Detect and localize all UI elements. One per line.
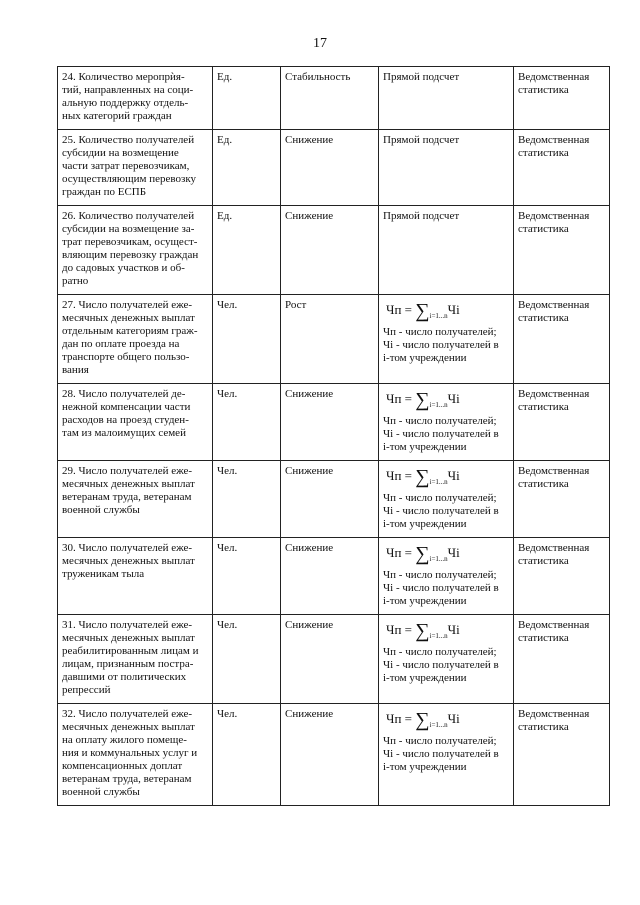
indicator-text-line: части затрат перевозчикам, bbox=[62, 160, 190, 172]
formula-term: Чi bbox=[447, 545, 460, 560]
table-row bbox=[58, 295, 610, 384]
indicator-cell bbox=[58, 67, 213, 130]
indicator-text-line: нежной компенсации части bbox=[62, 401, 191, 413]
source-text-line: Ведомственная bbox=[518, 71, 590, 83]
unit-cell: Ед. bbox=[213, 206, 281, 295]
method-cell: Прямой подсчет bbox=[379, 130, 514, 206]
indicator-text-line: ратно bbox=[62, 275, 89, 287]
unit-cell: Чел. bbox=[213, 461, 281, 538]
formula-note: i-том учреждении bbox=[383, 595, 467, 607]
formula-lhs: Чп = bbox=[386, 622, 412, 637]
indicator-text-line: ных категорий граждан bbox=[62, 110, 172, 122]
indicator-text-line: транспорте общего пользо- bbox=[62, 351, 190, 363]
sum-symbol: ∑ bbox=[415, 300, 430, 322]
method-cell bbox=[379, 295, 514, 384]
method-cell bbox=[379, 704, 514, 806]
indicator-cell bbox=[58, 538, 213, 615]
indicator-text-line: лицам, признанным постра- bbox=[62, 658, 194, 670]
source-cell bbox=[514, 704, 610, 806]
indicator-text-line: 31. Число получателей еже- bbox=[62, 619, 193, 631]
unit-cell: Чел. bbox=[213, 538, 281, 615]
source-text-line: статистика bbox=[518, 401, 569, 413]
formula-lhs: Чп = bbox=[386, 545, 412, 560]
source-cell bbox=[514, 67, 610, 130]
indicator-text-line: труженикам тыла bbox=[62, 568, 145, 580]
sum-formula bbox=[386, 300, 509, 323]
sum-symbol: ∑ bbox=[415, 389, 430, 411]
source-text-line: Ведомственная bbox=[518, 465, 590, 477]
indicator-text-line: трат перевозчикам, осущест- bbox=[62, 236, 198, 248]
sum-index: i=1...n bbox=[429, 555, 448, 563]
formula-note: Чп - число получателей; bbox=[383, 646, 497, 658]
formula-lhs: Чп = bbox=[386, 711, 412, 726]
method-cell bbox=[379, 538, 514, 615]
formula-note: Чi - число получателей в bbox=[383, 748, 499, 760]
trend-cell: Рост bbox=[281, 295, 379, 384]
indicator-text-line: месячных денежных выплат bbox=[62, 312, 195, 324]
unit-cell: Ед. bbox=[213, 130, 281, 206]
indicator-cell bbox=[58, 704, 213, 806]
indicator-text-line: ветеранам труда, ветеранам bbox=[62, 491, 192, 503]
indicator-text-line: альную поддержку отдель- bbox=[62, 97, 189, 109]
indicator-text-line: отдельным категориям граж- bbox=[62, 325, 198, 337]
trend-cell: Стабильность bbox=[281, 67, 379, 130]
indicator-text-line: 32. Число получателей еже- bbox=[62, 708, 193, 720]
indicator-text-line: месячных денежных выплат bbox=[62, 632, 195, 644]
sum-formula bbox=[386, 620, 509, 643]
unit-cell: Чел. bbox=[213, 295, 281, 384]
trend-cell: Снижение bbox=[281, 206, 379, 295]
indicator-text-line: субсидии на возмещение за- bbox=[62, 223, 195, 235]
table-row bbox=[58, 67, 610, 130]
indicator-text-line: 30. Число получателей еже- bbox=[62, 542, 193, 554]
source-cell bbox=[514, 206, 610, 295]
source-text-line: Ведомственная bbox=[518, 708, 590, 720]
sum-symbol: ∑ bbox=[415, 543, 430, 565]
sum-index: i=1...n bbox=[429, 632, 448, 640]
source-cell bbox=[514, 295, 610, 384]
trend-cell: Снижение bbox=[281, 384, 379, 461]
indicator-text-line: месячных денежных выплат bbox=[62, 478, 195, 490]
indicator-text-line: военной службы bbox=[62, 786, 140, 798]
formula-lhs: Чп = bbox=[386, 468, 412, 483]
indicator-text-line: расходов на проезд студен- bbox=[62, 414, 189, 426]
source-cell bbox=[514, 461, 610, 538]
indicator-text-line: 29. Число получателей еже- bbox=[62, 465, 193, 477]
formula-note: Чп - число получателей; bbox=[383, 492, 497, 504]
formula-lhs: Чп = bbox=[386, 391, 412, 406]
trend-cell: Снижение bbox=[281, 615, 379, 704]
method-cell bbox=[379, 461, 514, 538]
source-text-line: статистика bbox=[518, 632, 569, 644]
table-row bbox=[58, 461, 610, 538]
source-text-line: Ведомственная bbox=[518, 134, 590, 146]
source-text-line: статистика bbox=[518, 312, 569, 324]
formula-term: Чi bbox=[447, 391, 460, 406]
source-text-line: статистика bbox=[518, 223, 569, 235]
source-cell bbox=[514, 130, 610, 206]
sum-symbol: ∑ bbox=[415, 466, 430, 488]
table-row bbox=[58, 615, 610, 704]
indicator-text-line: месячных денежных выплат bbox=[62, 555, 195, 567]
indicator-cell bbox=[58, 130, 213, 206]
sum-symbol: ∑ bbox=[415, 620, 430, 642]
source-text-line: Ведомственная bbox=[518, 619, 590, 631]
indicator-text-line: давшими от политических bbox=[62, 671, 187, 683]
table-row bbox=[58, 130, 610, 206]
sum-formula bbox=[386, 709, 509, 732]
formula-note: Чi - число получателей в bbox=[383, 659, 499, 671]
indicator-text-line: военной службы bbox=[62, 504, 140, 516]
source-text-line: статистика bbox=[518, 147, 569, 159]
indicator-text-line: месячных денежных выплат bbox=[62, 721, 195, 733]
indicator-text-line: граждан по ЕСПБ bbox=[62, 186, 147, 198]
method-cell bbox=[379, 615, 514, 704]
indicator-text-line: до садовых участков и об- bbox=[62, 262, 185, 274]
formula-note: Чп - число получателей; bbox=[383, 569, 497, 581]
indicator-cell bbox=[58, 615, 213, 704]
formula-note: i-том учреждении bbox=[383, 761, 467, 773]
indicator-text-line: вания bbox=[62, 364, 89, 376]
formula-note: Чп - число получателей; bbox=[383, 415, 497, 427]
trend-cell: Снижение bbox=[281, 461, 379, 538]
formula-term: Чi bbox=[447, 302, 460, 317]
formula-note: i-том учреждении bbox=[383, 672, 467, 684]
indicator-cell bbox=[58, 461, 213, 538]
sum-index: i=1...n bbox=[429, 721, 448, 729]
source-text-line: статистика bbox=[518, 84, 569, 96]
unit-cell: Чел. bbox=[213, 704, 281, 806]
formula-note: Чi - число получателей в bbox=[383, 339, 499, 351]
formula-note: i-том учреждении bbox=[383, 352, 467, 364]
trend-cell: Снижение bbox=[281, 704, 379, 806]
indicator-text-line: осуществляющим перевозку bbox=[62, 173, 197, 185]
table-body bbox=[58, 67, 610, 806]
formula-note: Чп - число получателей; bbox=[383, 326, 497, 338]
indicator-cell bbox=[58, 384, 213, 461]
sum-index: i=1...n bbox=[429, 401, 448, 409]
indicator-text-line: репрессий bbox=[62, 684, 111, 696]
method-cell: Прямой подсчет bbox=[379, 206, 514, 295]
table-row bbox=[58, 206, 610, 295]
trend-cell: Снижение bbox=[281, 130, 379, 206]
indicator-text-line: 28. Число получателей де- bbox=[62, 388, 186, 400]
formula-note: i-том учреждении bbox=[383, 518, 467, 530]
trend-cell: Снижение bbox=[281, 538, 379, 615]
indicator-text-line: тий, направленных на соци- bbox=[62, 84, 194, 96]
table-row bbox=[58, 384, 610, 461]
source-text-line: Ведомственная bbox=[518, 542, 590, 554]
source-text-line: статистика bbox=[518, 721, 569, 733]
source-text-line: статистика bbox=[518, 478, 569, 490]
source-text-line: Ведомственная bbox=[518, 210, 590, 222]
sum-symbol: ∑ bbox=[415, 709, 430, 731]
formula-term: Чi bbox=[447, 468, 460, 483]
sum-index: i=1...n bbox=[429, 312, 448, 320]
indicator-text-line: ветеранам труда, ветеранам bbox=[62, 773, 192, 785]
sum-formula bbox=[386, 543, 509, 566]
unit-cell: Чел. bbox=[213, 615, 281, 704]
table-row bbox=[58, 538, 610, 615]
formula-note: Чi - число получателей в bbox=[383, 505, 499, 517]
indicator-text-line: 24. Количество меропрѝя- bbox=[62, 71, 185, 83]
formula-note: Чi - число получателей в bbox=[383, 582, 499, 594]
indicator-text-line: ния и коммунальных услуг и bbox=[62, 747, 198, 759]
indicator-text-line: 25. Количество получателей bbox=[62, 134, 195, 146]
table-row bbox=[58, 704, 610, 806]
formula-lhs: Чп = bbox=[386, 302, 412, 317]
formula-term: Чi bbox=[447, 711, 460, 726]
source-text-line: Ведомственная bbox=[518, 299, 590, 311]
formula-term: Чi bbox=[447, 622, 460, 637]
indicator-text-line: 26. Количество получателей bbox=[62, 210, 195, 222]
page-number: 17 bbox=[313, 36, 327, 51]
indicator-text-line: 27. Число получателей еже- bbox=[62, 299, 193, 311]
source-cell bbox=[514, 384, 610, 461]
indicator-cell bbox=[58, 295, 213, 384]
indicator-text-line: реабилитированным лицам и bbox=[62, 645, 199, 657]
sum-formula bbox=[386, 389, 509, 412]
indicator-text-line: на оплату жилого помеще- bbox=[62, 734, 187, 746]
unit-cell: Ед. bbox=[213, 67, 281, 130]
indicator-text-line: компенсационных доплат bbox=[62, 760, 183, 772]
formula-note: i-том учреждении bbox=[383, 441, 467, 453]
indicator-cell bbox=[58, 206, 213, 295]
sum-index: i=1...n bbox=[429, 478, 448, 486]
source-text-line: Ведомственная bbox=[518, 388, 590, 400]
indicator-text-line: дан по оплате проезда на bbox=[62, 338, 180, 350]
indicator-text-line: субсидии на возмещение bbox=[62, 147, 179, 159]
formula-note: Чп - число получателей; bbox=[383, 735, 497, 747]
source-cell bbox=[514, 615, 610, 704]
unit-cell: Чел. bbox=[213, 384, 281, 461]
formula-note: Чi - число получателей в bbox=[383, 428, 499, 440]
source-cell bbox=[514, 538, 610, 615]
indicators-table bbox=[57, 66, 610, 806]
indicator-text-line: вляющим перевозку граждан bbox=[62, 249, 199, 261]
indicator-text-line: там из малоимущих семей bbox=[62, 427, 186, 439]
method-cell: Прямой подсчет bbox=[379, 67, 514, 130]
method-cell bbox=[379, 384, 514, 461]
source-text-line: статистика bbox=[518, 555, 569, 567]
sum-formula bbox=[386, 466, 509, 489]
